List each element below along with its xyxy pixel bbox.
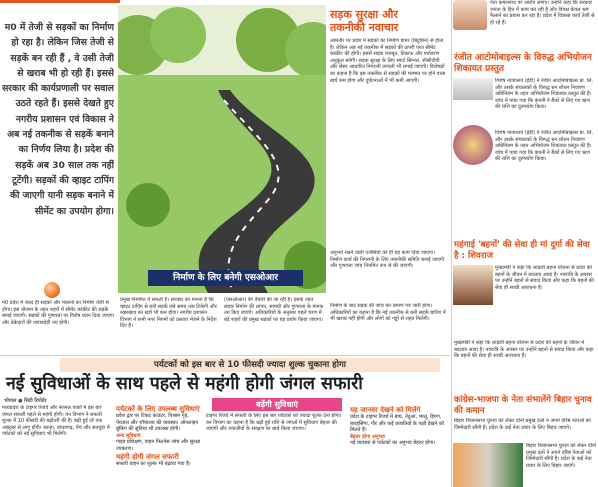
- seal-image: [453, 125, 493, 165]
- other-facilities-text: गाइड प्रशिक्षण, वाहन फिटनेस जांच और सुरक्षा उपकरण।: [116, 439, 201, 452]
- right-headline: रंजीत आटोमोबाइल्स के विरुद्ध अभियोजन शिकायत प्रस्तुत: [454, 53, 592, 74]
- intro-paragraph: म0 में तेजी से सड़कों का निर्माण हो रहा है। लेकिन जिस तेजी से सड़कें बन रही हैं , वे उसी तेजी से खराब भी हो रही हैं। इससे सरकार की कार्यप्रणाली पर सवाल उठते रहते हैं। इससे देखते हुए नगरीय प्रशासन एवं विकास ने अब नई तकनीक से सड़कें बनाने का निर्णय लिया है। प्रदेश की सड़कें अब 30 साल तक नहीं टूटेंगी। सड़कों की व्हाइट टापिंग की जाएगी यानी सड़क बनाने में सीमेंट का उपयोग होगा।: [2, 22, 114, 217]
- right-body-3: मुख्यमंत्री ने कहा कि लाड़ली बहना योजना से प्रदेश की बहनों के जीवन में बदलाव आया है। नवरात्रि के अवसर पर उन्होंने बहनों से संवाद किया और कहा कि बहनों की सेवा ही सच्ची आराधना है।: [495, 265, 594, 291]
- right-body-4: मुख्यमंत्री ने कहा कि लाड़ली बहना योजना से प्रदेश की बहनों के जीवन में बदलाव आया है। नवरात्रि के अवसर पर उन्होंने बहनों से संवाद किया और कहा कि बहनों की सेवा ही सच्ची आराधना है।: [454, 340, 594, 360]
- road-photo-caption: निर्माण के लिए बनेगी एसओआर: [148, 270, 303, 286]
- road-safety-body: आमतौर पर प्रदेश में सड़कों का निर्माण डामर (बिटुमिन) से होता है। लेकिन अब नई तकनीक में सड़कों की ऊपरी परत सीमेंट कांक्रीट की होगी। इससे सड़क मजबूत, टिकाऊ और पर्यावरण अनुकूल बनेगी। सड़क सुरक्षा के लिए स्मार्ट सिग्नल, सीसीटीवी और सेंसर आधारित निगरानी प्रणाली भी लगाई जाएगी। विशेषज्ञों का कहना है कि इस तकनीक से सड़कों की मरम्मत पर होने वाला खर्च कम होगा और दुर्घटनाओं में भी कमी आएगी।: [330, 38, 446, 84]
- costly-safari-subhead: महंगी होगी जंगल सफारी: [116, 452, 179, 461]
- road-body-col3: अनुभव रखने वाली एजेंसियों को ही यह काम दिया जाएगा। निर्माण कार्य की निगरानी के लिए तकनीकी समिति बनाई जाएगी और गुणवत्ता जांच नियमित रूप से की जाएगी।: [330, 250, 444, 270]
- politician-photo-bottom: [453, 443, 523, 487]
- person-photo-middle: [453, 265, 493, 305]
- road-safety-heading: [330, 8, 450, 34]
- safari-col2: [116, 405, 202, 487]
- right-body: विशेष न्यायालय (ईडी) ने रंजीत आटोमोबाइल्स प्रा. लि. और उसके संचालकों के विरुद्ध धन शोधन निवारण अधिनियम के तहत अभियोजन शिकायत प्रस्तुत की है। जांच में पाया गया कि कंपनी ने बैंकों से लिए गए ऋण की राशि का दुरुपयोग किया।: [495, 78, 594, 111]
- facilities-subhead: पर्यटकों के लिए उपलब्ध सुविधाएं: [116, 405, 200, 413]
- location-pin-icon: [44, 282, 60, 298]
- section-divider: [0, 355, 450, 356]
- safari-col4: [350, 406, 448, 487]
- better-experience-subhead: बेहतर होगा अनुभव: [350, 433, 385, 440]
- right-body-6: बिहार विधानसभा चुनाव को लेकर दोनों प्रमुख दलों ने अपने वरिष्ठ नेताओं को जिम्मेदारी सौंपी है। प्रदेश के कई नेता प्रचार के लिए बिहार जाएंगे।: [526, 443, 596, 469]
- right-column-divider: [451, 0, 452, 487]
- safari-headline: नई सुविधाओं के साथ पहले से महंगी होगी जंगल सफारी: [6, 374, 363, 394]
- right-body-5: बिहार विधानसभा चुनाव को लेकर दोनों प्रमुख दलों ने अपने वरिष्ठ नेताओं को जिम्मेदारी सौंपी है। प्रदेश के कई नेता प्रचार के लिए बिहार जाएंगे।: [454, 418, 591, 431]
- road-body-col1: प्रमुख नियमित वे सकती है। सरकार का मानना है कि व्हाइट टापिंग से बनी सड़कें लंबे समय तक टिकेंगी और रखरखाव का खर्च भी कम होगा। नगरीय प्रशासन विभाग ने सभी नगर निगमों को प्रस्ताव भेजने के निर्देश दिए हैं।: [120, 297, 217, 330]
- other-facilities-subhead: अन्य सुविधाएं: [116, 432, 141, 439]
- road-photo: [118, 5, 326, 293]
- safari-col1: मध्यप्रदेश के टाइगर रिजर्व और नेशनल पार्कों में इस बार जंगल सफारी पहले से महंगी होगी। वन विभाग ने सफारी शुल्क में 10 फीसदी की बढ़ोतरी की है। बढ़ी हुई दरें एक अक्टूबर से लागू होंगी। कान्हा, बांधवगढ़, पेंच और सतपुड़ा में पर्यटकों को नई सुविधाएं भी मिलेंगी।: [2, 405, 110, 438]
- person-photo-top: [453, 0, 487, 30]
- better-experience-text: नई व्यवस्था से पर्यटकों का अनुभव बेहतर होगा।: [350, 440, 436, 447]
- mid-col1: म0 प्रदेश में जल्द ही सड़कों और मकानों का निर्माण तेजी से होगा। इस योजना के तहत शहरों में सीमेंट कांक्रीट की सड़कें बनाई जाएंगी। सड़कों की गुणवत्ता पर विशेष ध्यान दिया जाएगा और ठेकेदारों की जवाबदेही तय होगी।: [2, 300, 114, 326]
- facilities-text: प्रवेश द्वार पर टिकट काउंटर, विश्राम गृह, पेयजल और शौचालय की व्यवस्था। ऑनलाइन बुकिंग की सुविधा भी उपलब्ध होगी।: [116, 413, 198, 433]
- animals-text: प्रदेश के टाइगर रिजर्व में बाघ, तेंदुआ, भालू, हिरण, बारहसिंगा, गौर और कई प्रजातियों के पक्षी देखने को मिलते हैं।: [350, 414, 444, 434]
- road-safety-heading-line1: सड़क सुरक्षा और: [330, 8, 398, 21]
- facilities-banner: बढ़ेंगी सुविधाएं: [212, 398, 342, 411]
- road-body-col2: (एसओआर) की तैयारी की जा रही है। इसके तहत सड़क निर्माण की लागत, सामग्री और गुणवत्ता के मानक तय किए जाएंगे। अधिकारियों के अनुसार पहले चरण में बड़े शहरों की प्रमुख सड़कों पर यह प्रयोग किया जाएगा।: [224, 297, 324, 323]
- top-accent-bar: [0, 0, 120, 3]
- safari-byline: भोपाल ● सिटी रिपोर्टर: [4, 398, 47, 404]
- road-body-col4: निर्माण के बाद सड़क की जांच कर प्रमाण पत्र जारी होगा। अधिकारियों का कहना है कि नई तकनीक से बनी सड़कें बारिश में भी खराब नहीं होंगी और लोगों को गड्ढों से राहत मिलेगी।: [330, 303, 446, 323]
- right-top-text: नेता कमलनाथ पर आरोप लगाए। उन्होंने कहा कि सरकार जनता के हित में काम कर रही है और विपक्ष केवल भ्रम फैलाने का प्रयास कर रहा है। प्रदेश में विकास कार्य तेजी से हो रहे हैं।: [490, 0, 595, 26]
- road-illustration: [118, 5, 326, 293]
- right-headline-2: महंगाई 'बहनों' की सेवा ही मां दुर्गा की सेवा है : शिवराज: [454, 240, 590, 261]
- costly-safari-text: सफारी वाहन का शुल्क भी बढ़ाया गया है।: [116, 460, 191, 467]
- safari-kicker: पर्यटकों को इस बार से 10 फीसदी ज्यादा शुल्क चुकाना होगा: [60, 358, 440, 372]
- right-body-2: विशेष न्यायालय (ईडी) ने रंजीत आटोमोबाइल्स प्रा. लि. और उसके संचालकों के विरुद्ध धन शोधन निवारण अधिनियम के तहत अभियोजन शिकायत प्रस्तुत की है। जांच में पाया गया कि कंपनी ने बैंकों से लिए गए ऋण की राशि का दुरुपयोग किया।: [495, 130, 594, 163]
- document-photo: [453, 78, 493, 100]
- right-headline-3: कांग्रेस-भाजपा के नेता संभालेंगे बिहार चुनाव की कमान: [454, 395, 592, 416]
- safari-col3: टाइगर रिजर्व में सफारी के लिए इस बार पर्यटकों को ज्यादा शुल्क देना होगा। वन विभाग का कहना है कि बढ़ी हुई राशि से जंगलों में सुविधाएं बेहतर की जाएंगी और वन्यजीवों के संरक्षण पर खर्च किया जाएगा।: [206, 413, 342, 433]
- road-safety-heading-line2: तकनीकी नवाचार: [330, 21, 399, 34]
- animals-subhead: यह जानवर देखने को मिलेंगे: [350, 406, 421, 414]
